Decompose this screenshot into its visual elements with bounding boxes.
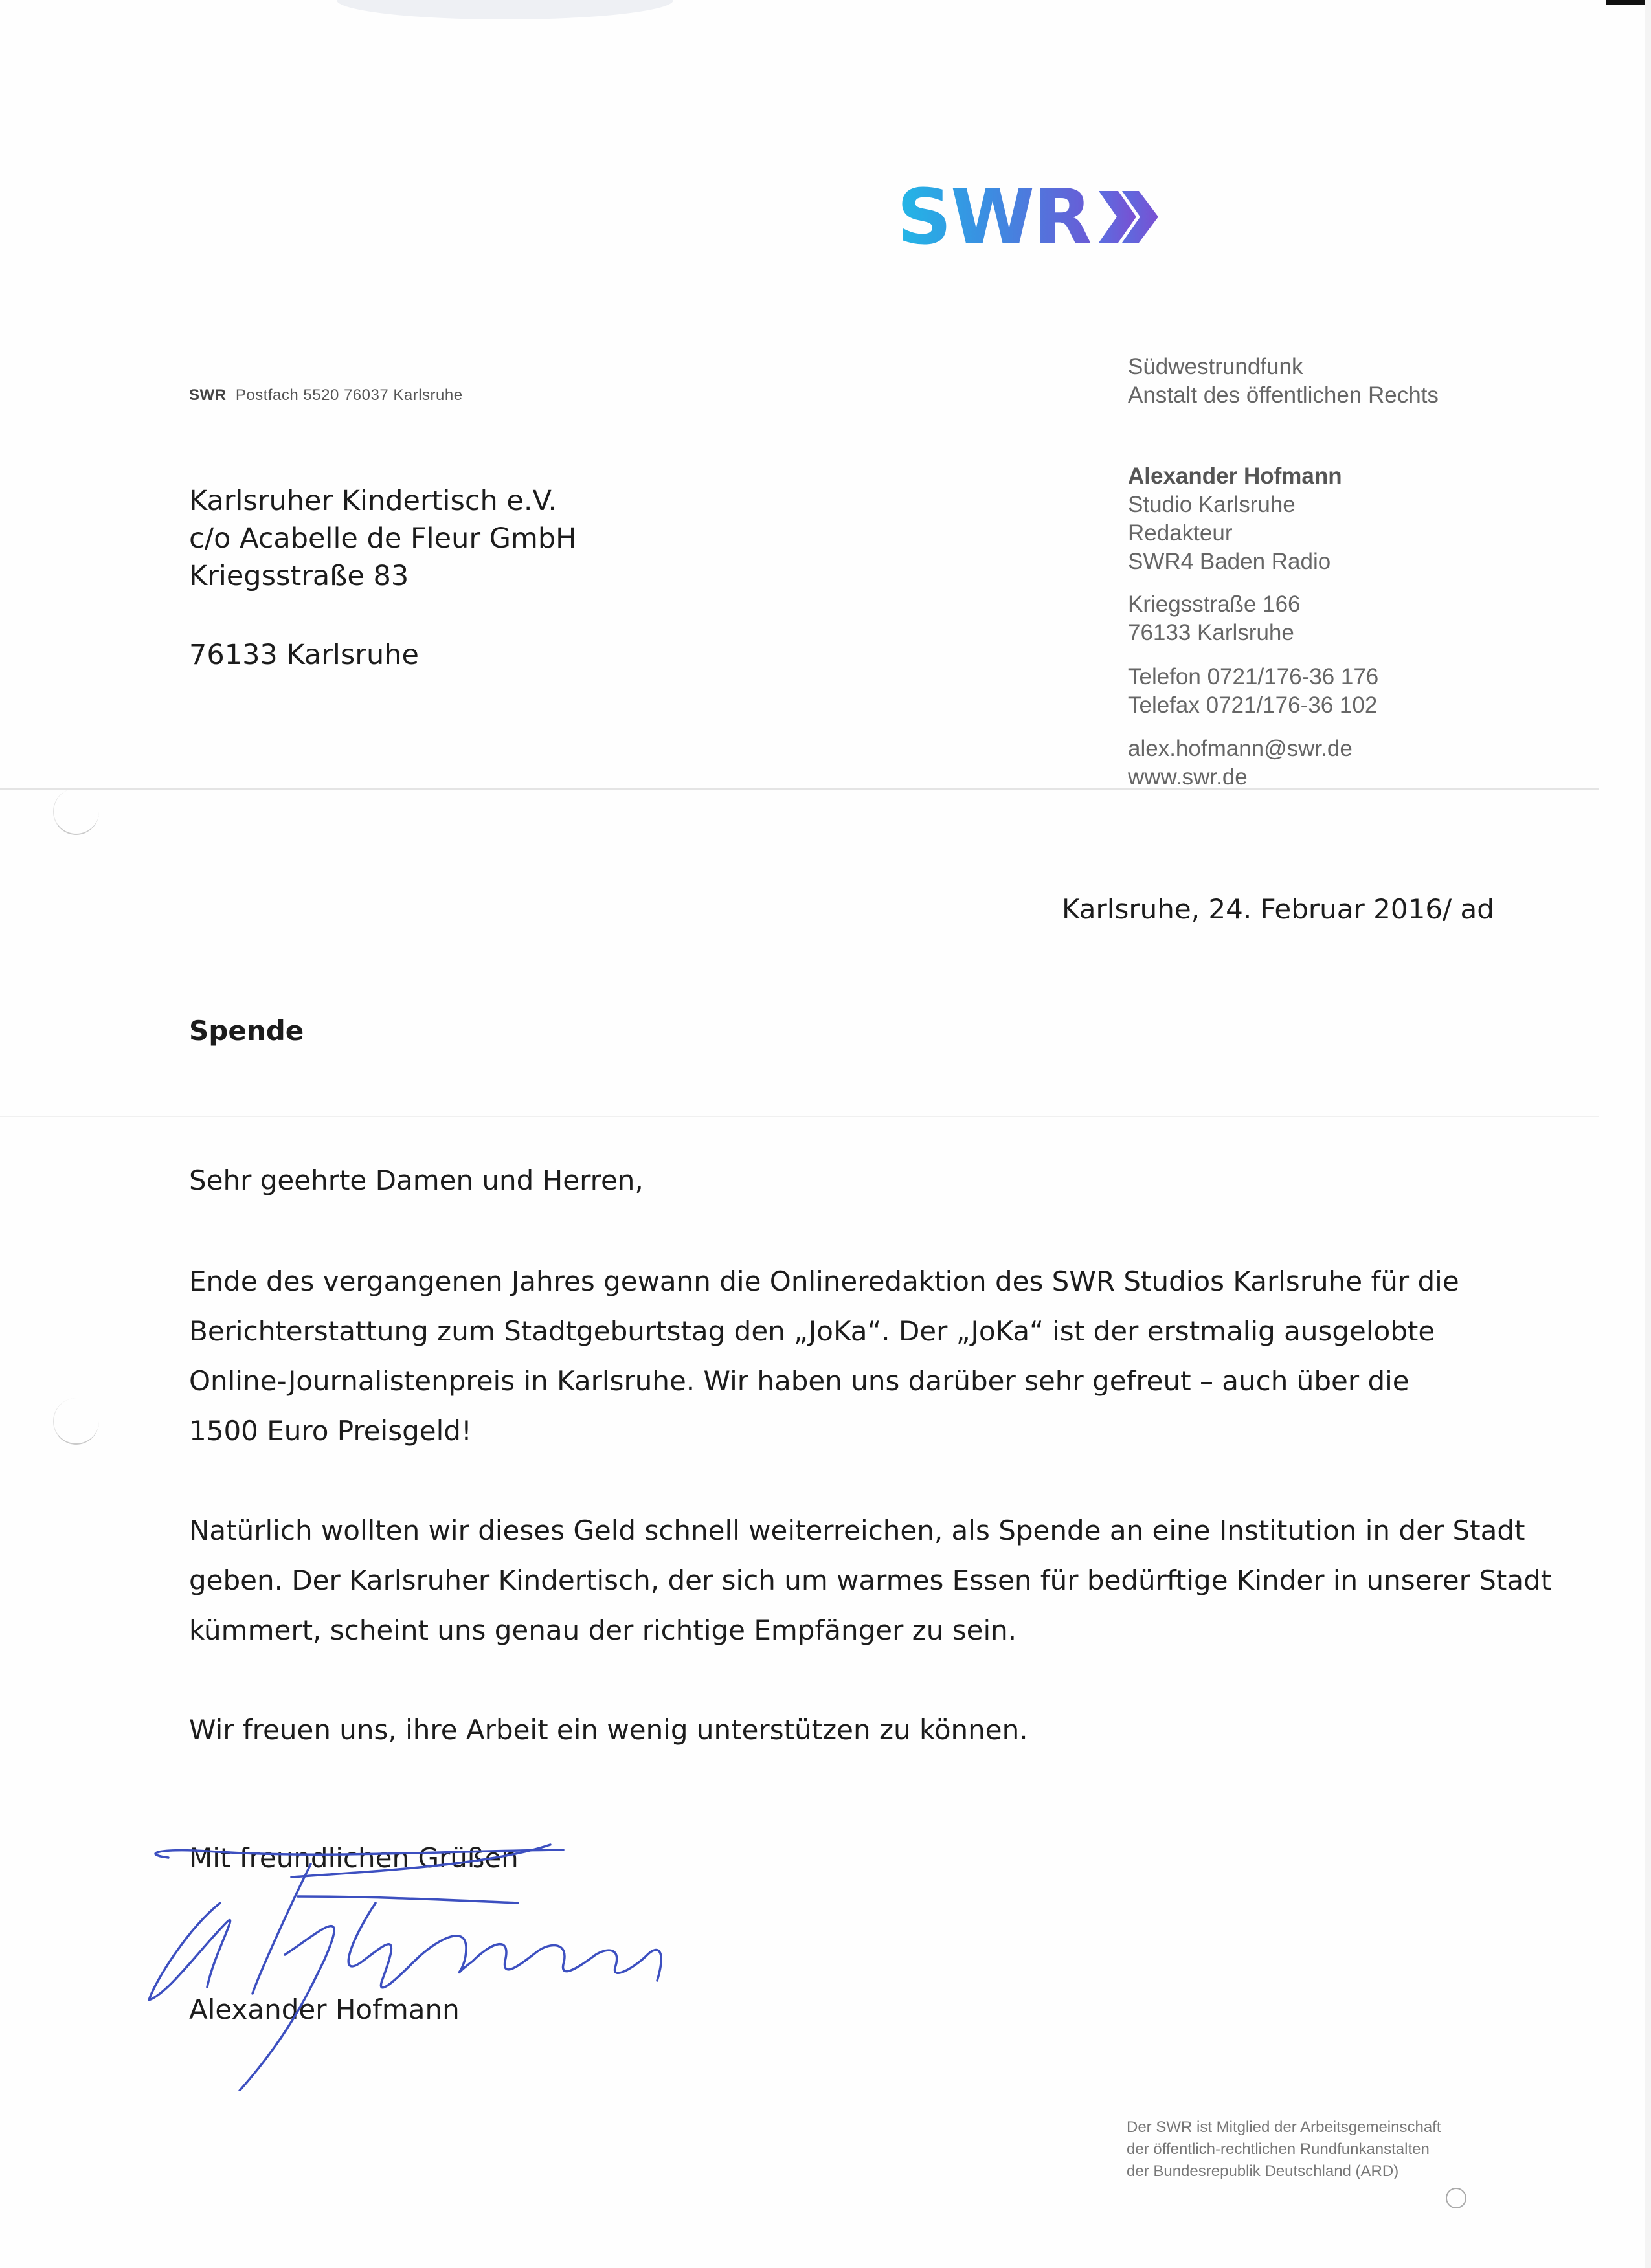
- info-fax: Telefax 0721/176-36 102: [1128, 693, 1378, 718]
- paragraph-3: [189, 1705, 1028, 1755]
- signer-name-text: Alexander Hofmann: [189, 1994, 460, 2025]
- info-phone: Telefon 0721/176-36 176: [1128, 664, 1379, 689]
- paragraph-1-line: Berichterstattung zum Stadtgeburtstag den „JoKa“. Der „JoKa“ ist der erstmalig ausgelobte: [189, 1315, 1435, 1347]
- info-org-type: Anstalt des öffentlichen Rechts: [1128, 383, 1439, 408]
- paragraph-2-line: kümmert, scheint uns genau der richtige Empfänger zu sein.: [189, 1614, 1017, 1646]
- sender-return-address: [189, 386, 463, 405]
- paragraph-3-text: Wir freuen uns, ihre Arbeit ein wenig unterstützen zu können.: [189, 1714, 1028, 1746]
- info-studio: Studio Karlsruhe: [1128, 492, 1296, 517]
- info-web-block: [1128, 735, 1353, 792]
- sender-address: Postfach 5520 76037 Karlsruhe: [235, 386, 463, 404]
- paragraph-1-line: Online-Journalistenpreis in Karlsruhe. Wir haben uns darüber sehr gefreut – auch über die: [189, 1365, 1410, 1397]
- info-address-block: [1128, 590, 1301, 647]
- sender-org: SWR: [189, 386, 227, 404]
- letter-subject: Spende: [189, 1015, 304, 1047]
- info-email[interactable]: alex.hofmann@swr.de: [1128, 736, 1353, 761]
- paragraph-2-line: geben. Der Karlsruher Kindertisch, der sich um warmes Essen für bedürftige Kinder in unserer Stadt: [189, 1564, 1552, 1596]
- info-phone-block: [1128, 663, 1378, 720]
- recipient-line-2: c/o Acabelle de Fleur GmbH: [189, 522, 577, 555]
- recipient-line-3: Kriegsstraße 83: [189, 560, 409, 592]
- footer-note: [1127, 2117, 1441, 2183]
- swr-logo: [897, 172, 1161, 261]
- info-street: Kriegsstraße 166: [1128, 592, 1301, 617]
- salutation: [189, 1155, 644, 1205]
- logo-text: SWR: [897, 172, 1092, 261]
- footer-line: Der SWR ist Mitglied der Arbeitsgemeinschaft: [1127, 2118, 1441, 2136]
- paragraph-1: [189, 1256, 1459, 1456]
- info-org-block: [1128, 353, 1439, 410]
- info-contact-name: Alexander Hofmann: [1128, 463, 1342, 489]
- punch-hole-icon: [53, 1398, 99, 1445]
- paragraph-2-line: Natürlich wollten wir dieses Geld schnell weiterreichen, als Spende an eine Institution in der Stadt: [189, 1515, 1525, 1546]
- fold-line-lower: [0, 1116, 1599, 1117]
- info-program: SWR4 Baden Radio: [1128, 549, 1331, 574]
- ard-seal-icon: [1446, 2188, 1466, 2208]
- punch-hole-icon: [53, 788, 99, 835]
- recipient-line-4: 76133 Karlsruhe: [189, 639, 419, 671]
- paragraph-1-line: 1500 Euro Preisgeld!: [189, 1415, 472, 1447]
- recipient-address: [189, 482, 577, 674]
- closing-text: Mit freundlichen Grüßen: [189, 1842, 519, 1874]
- footer-line: der öffentlich-rechtlichen Rundfunkanstalten: [1127, 2140, 1430, 2158]
- footer-line: der Bundesrepublik Deutschland (ARD): [1127, 2162, 1399, 2180]
- recipient-line-1: Karlsruher Kindertisch e.V.: [189, 485, 557, 517]
- scan-shadow: [337, 0, 673, 19]
- paragraph-1-line: Ende des vergangenen Jahres gewann die Onlineredaktion des SWR Studios Karlsruhe für die: [189, 1265, 1459, 1297]
- salutation-text: Sehr geehrte Damen und Herren,: [189, 1164, 644, 1196]
- fold-line: [0, 788, 1599, 790]
- double-chevron-icon: [1096, 186, 1161, 248]
- letter-date: Karlsruhe, 24. Februar 2016/ ad: [1062, 893, 1494, 925]
- info-website[interactable]: www.swr.de: [1128, 764, 1248, 790]
- info-role: Redakteur: [1128, 520, 1233, 546]
- handwritten-signature: [129, 1832, 699, 2091]
- info-city: 76133 Karlsruhe: [1128, 620, 1294, 645]
- scan-right-edge: [1645, 0, 1651, 2268]
- info-contact-block: [1128, 462, 1342, 576]
- paragraph-2: [189, 1506, 1551, 1655]
- info-org-name: Südwestrundfunk: [1128, 354, 1303, 379]
